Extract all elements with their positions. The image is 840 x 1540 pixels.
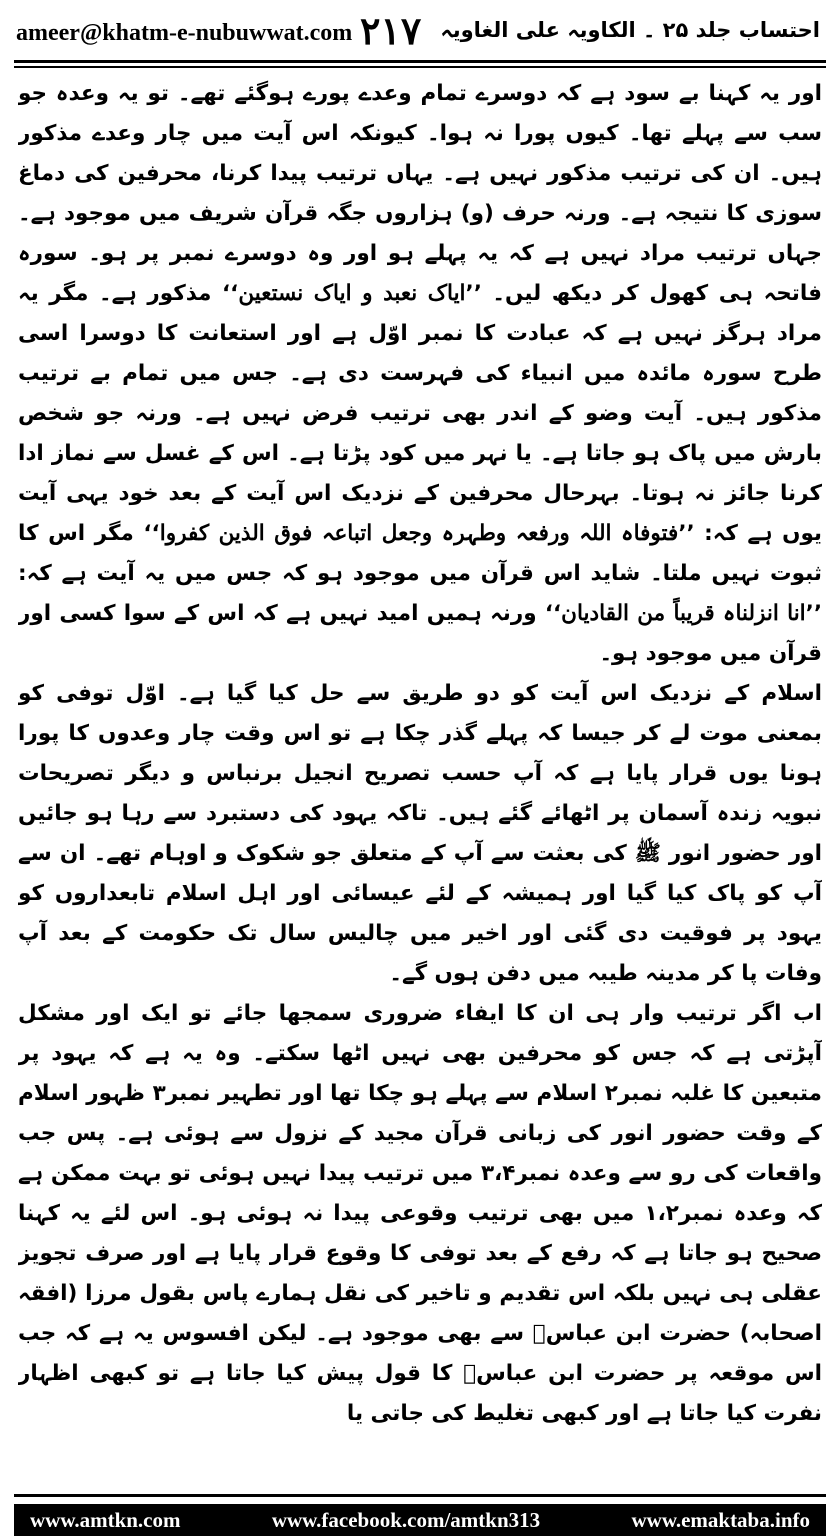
footer-link-facebook[interactable]: www.facebook.com/amtkn313: [271, 1507, 541, 1532]
page-number: ۲۱۷: [360, 8, 422, 53]
header-rule: [14, 60, 826, 63]
footer-rule: [14, 1494, 826, 1497]
page-body: [18, 74, 822, 1484]
paragraph-text: اب اگر ترتیب وار ہی ان کا ایفاء ضروری سمجھا جائے تو ایک اور مشکل آپڑتی ہے کہ جس کو محرفین بھی نہیں اٹھا سکتے۔ وہ یہ ہے کہ یہود پر متبعین کا غلبہ نمبر۲ اسلام سے پہلے ہو چکا تھا اور تطہیر نمبر۳ ظہور اسلام کے وقت حضور انور کی زبانی قرآن مجید کے نزول سے ہوئی ہے۔ پس جب واقعات کی رو سے وعدہ نمبر۳،۴ میں ترتیب پیدا نہیں ہوئی تو بہت ممکن ہے کہ وعدہ نمبر۱،۲ میں بھی ترتیب وقوعی پیدا نہ ہوئی ہو۔ اس لئے یہ کہنا صحیح ہو جاتا ہے کہ رفع کے بعد توفی کا وقوع قرار پایا ہے اور صرف تجویز عقلی ہی نہیں بلکہ اس تقدیم و تاخیر کی نقل ہمارے پاس بقول مرزا (افقہ اصحابہ) حضرت ابن عباسؓ سے بھی موجود ہے۔ لیکن افسوس یہ ہے کہ جب اس موقعہ پر حضرت ابن عباسؓ کا قول پیش کیا جاتا ہے تو کبھی اظہار نفرت کیا جاتا ہے اور کبھی تغلیط کی جاتی یا: [18, 1001, 822, 1426]
paragraph: [18, 74, 822, 674]
quoted-phrase: انا انزلناہ قریباً من القادیان: [561, 601, 806, 626]
header-email: ameer@khatm-e-nubuwwat.com: [16, 20, 353, 46]
paragraph-text: ‘‘ مگر اس کا ثبوت نہیں ملتا۔ شاید اس قرآن میں موجود ہو کہ جس میں یہ آیت ہے کہ: ’’: [18, 521, 822, 626]
footer-bar: [14, 1504, 826, 1536]
header-rule-thin: [14, 66, 826, 68]
paragraph: [18, 994, 822, 1434]
paragraph-text: ‘‘ مذکور ہے۔ مگر یہ مراد ہرگز نہیں ہے کہ عبادت کا نمبر اوّل ہے اور استعانت کا دوسرا اسی طرح سورہ مائدہ میں انبیاء کی فہرست دی ہے۔ جس میں تمام بے ترتیب مذکور ہیں۔ آیت وضو کے اندر بھی ترتیب فرض نہیں ہے۔ ورنہ جو شخص بارش میں پاک ہو جاتا ہے۔ یا نہر میں کود پڑتا ہے۔ اس کے غسل سے نماز ادا کرنا جائز نہ ہوتا۔ بہرحال محرفین کے نزدیک اس آیت کے بعد خود یہی آیت یوں ہے کہ: ’’: [18, 281, 822, 546]
paragraph-text: اسلام کے نزدیک اس آیت کو دو طریق سے حل کیا گیا ہے۔ اوّل توفی کو بمعنی موت لے کر جیسا کہ پہلے گذر چکا ہے تو اس وقت چار وعدوں کا پورا ہونا یوں قرار پایا ہے کہ آپ حسب تصریح انجیل برنباس و دیگر تصریحات نبویہ زندہ آسمان پر اٹھائے گئے ہیں۔ تاکہ یہود کی دستبرد سے رہا ہو جائیں اور حضور انور ﷺ کی بعثت سے آپ کے متعلق جو شکوک و اوہام تھے۔ ان سے آپ کو پاک کیا گیا اور ہمیشہ کے لئے عیسائی اور اہل اسلام تابعداروں کو یہود پر فوقیت دی گئی اور اخیر میں چالیس سال تک حکومت کے بعد آپ وفات پا کر مدینہ طیبہ میں دفن ہوں گے۔: [18, 681, 822, 986]
quran-quote: ایاک نعبد و ایاک نستعین: [238, 281, 466, 306]
paragraph-text: ‘‘ ورنہ ہمیں امید نہیں ہے کہ اس کے سوا کسی اور قرآن میں موجود ہو۔: [18, 601, 822, 666]
paragraph: [18, 674, 822, 994]
footer-link-amtkn[interactable]: www.amtkn.com: [30, 1507, 181, 1532]
quran-quote: فتوفاہ اللہ ورفعہ وطہرہ وجعل اتباعہ فوق الذین کفروا: [159, 521, 679, 546]
footer-link-emaktaba[interactable]: www.emaktaba.info: [631, 1507, 810, 1532]
book-title: احتساب جلد ۲۵ ۔ الکاویہ علی الغاویہ: [440, 18, 820, 42]
paragraph-text: اور یہ کہنا بے سود ہے کہ دوسرے تمام وعدے پورے ہوگئے تھے۔ تو یہ وعدہ جو سب سے پہلے تھا۔ کیوں پورا نہ ہوا۔ کیونکہ اس آیت میں چار وعدے مذکور ہیں۔ ان کی ترتیب مذکور نہیں ہے۔ یہاں ترتیب پیدا کرنا، محرفین کی دماغ سوزی کا نتیجہ ہے۔ ورنہ حرف (و) ہزاروں جگہ قرآن شریف میں موجود ہے۔ جہاں ترتیب مراد نہیں ہے کہ یہ پہلے ہو اور وہ دوسرے نمبر پر ہو۔ سورہ فاتحہ ہی کھول کر دیکھ لیں۔ ’’: [18, 81, 822, 306]
